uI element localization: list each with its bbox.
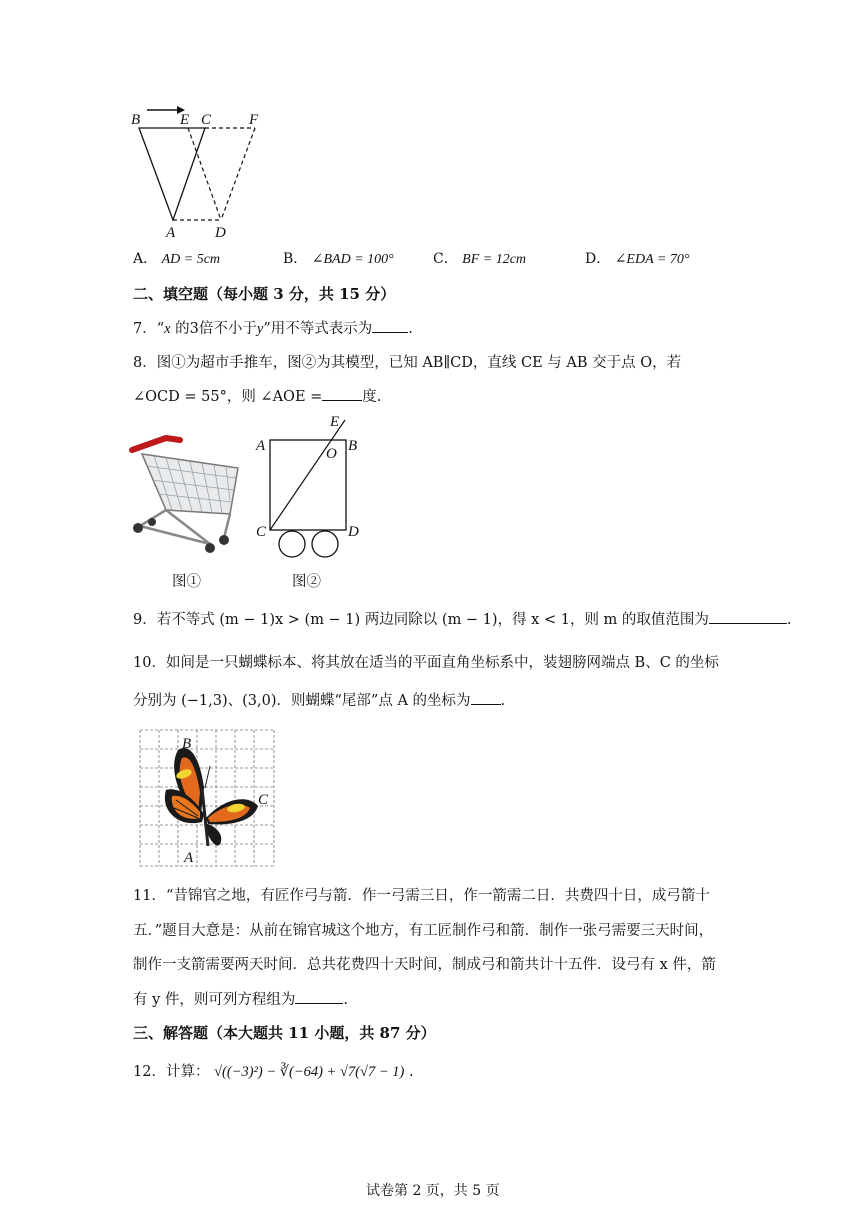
option-b-expr: ∠BAD = 100° xyxy=(311,252,394,267)
option-d-expr: ∠EDA = 70° xyxy=(614,252,690,267)
segment-fd xyxy=(221,128,255,220)
butterfly-grid-figure xyxy=(138,728,278,870)
answer-blank-7[interactable] xyxy=(372,318,408,333)
segment-ed xyxy=(188,128,221,220)
svg-text:A: A xyxy=(256,438,266,454)
question-11-line2: 五．”题目大意是：从前在锦官城这个地方，有工匠制作弓和箭．制作一张弓需要三天时间， xyxy=(133,923,714,939)
label-a: A xyxy=(166,225,176,241)
translation-figure xyxy=(125,100,275,242)
option-d: D． ∠EDA = 70° xyxy=(585,251,690,267)
caption-fig1: 图① xyxy=(172,574,201,590)
section-heading-solve: 三、解答题（本大题共 11 小题，共 87 分） xyxy=(133,1024,436,1042)
line-ce xyxy=(270,420,345,530)
question-8-line1: 8．图①为超市手推车，图②为其模型，已知 AB∥CD，直线 CE 与 AB 交于点 O，若 xyxy=(133,355,682,371)
svg-text:B: B xyxy=(182,736,192,752)
answer-blank-9[interactable] xyxy=(709,609,787,624)
option-a-expr: AD = 5cm xyxy=(161,252,221,267)
butterfly-image xyxy=(165,748,258,846)
question-8-line2: ∠OCD = 55°，则 ∠AOE = 度. xyxy=(133,386,381,407)
label-d: D xyxy=(215,225,226,241)
label-c: C xyxy=(201,112,212,128)
cart-model-diagram xyxy=(250,410,370,562)
svg-text:E: E xyxy=(330,414,340,430)
svg-text:D: D xyxy=(348,524,359,540)
answer-blank-11[interactable] xyxy=(295,989,343,1004)
section-heading-fill-in: 二、填空题（每小题 3 分，共 15 分） xyxy=(133,285,396,303)
question-11-line1: 11．“昔锦官之地，有匠作弓与箭．作一弓需三日，作一箭需二日．共费四十日，成弓箭十 xyxy=(133,888,710,904)
wheel-left xyxy=(279,531,305,557)
page-footer: 试卷第 2 页，共 5 页 xyxy=(366,1183,500,1199)
question-11-line4: 有 y 件，则可列方程组为 . xyxy=(133,989,348,1010)
question-12-expression: √((−3)²) − ∛(−64) + √7(√7 − 1) xyxy=(214,1064,405,1080)
answer-blank-8[interactable] xyxy=(322,386,362,401)
caption-fig2: 图② xyxy=(292,574,321,590)
question-9: 9．若不等式 (m − 1)x > (m − 1) 两边同除以 (m − 1)，得 x < 1，则 m 的取值范围为 . xyxy=(133,609,792,630)
svg-text:B: B xyxy=(348,438,358,454)
shopping-cart-image xyxy=(126,430,246,558)
label-b: B xyxy=(131,112,141,128)
label-e: E xyxy=(180,112,190,128)
svg-text:C: C xyxy=(256,524,267,540)
question-10-line1: 10．如间是一只蝴蝶标本、将其放在适当的平面直角坐标系中，装翅膀网端点 B、C 的坐标 xyxy=(133,655,719,671)
question-12: 12．计算： √((−3)²) − ∛(−64) + √7(√7 − 1) . xyxy=(133,1064,414,1080)
wheel-right xyxy=(312,531,338,557)
option-c: C． BF = 12cm xyxy=(433,251,527,267)
option-a: A． AD = 5cm xyxy=(133,251,221,267)
option-b: B． ∠BAD = 100° xyxy=(283,251,394,267)
svg-text:A: A xyxy=(184,850,194,866)
svg-text:O: O xyxy=(326,446,337,462)
triangle-abc xyxy=(139,128,205,220)
question-7: 7．“x 的3倍不小于y”用不等式表示为 . xyxy=(133,318,413,339)
question-10-line2: 分别为 (−1,3)、(3,0)．则蝴蝶“尾部”点 A 的坐标为 . xyxy=(133,690,505,711)
label-f: F xyxy=(249,112,259,128)
option-c-expr: BF = 12cm xyxy=(462,252,527,267)
svg-text:C: C xyxy=(258,792,269,808)
question-11-line3: 制作一支箭需要两天时间．总共花费四十天时间，制成弓和箭共计十五件．设弓有 x 件，箭 xyxy=(133,957,716,973)
answer-blank-10[interactable] xyxy=(471,690,501,705)
